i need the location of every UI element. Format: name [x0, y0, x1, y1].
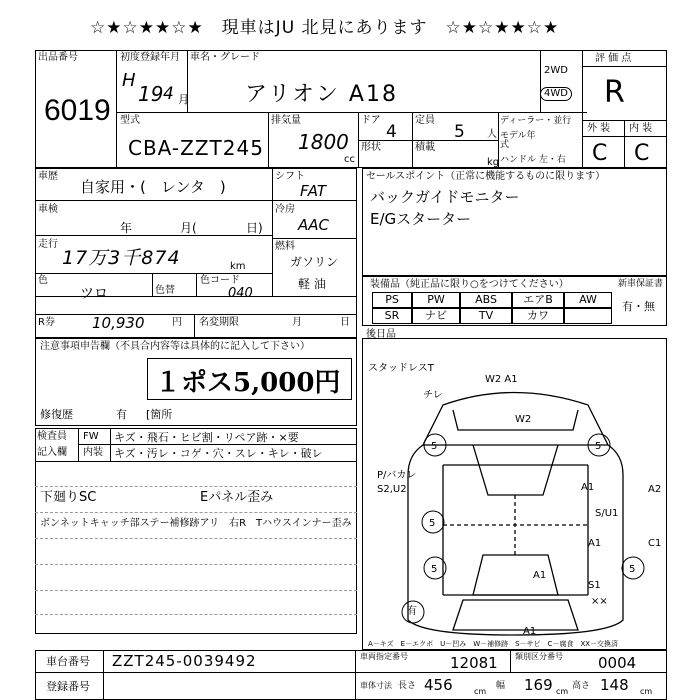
model-value: アリオン A18: [245, 82, 398, 107]
load-unit: kg: [487, 157, 500, 168]
diagram-label-a1c: A1: [533, 570, 547, 581]
checker-label-2: 記入欄: [37, 447, 67, 458]
diagram-note: スタッドレスT: [368, 363, 434, 374]
color-value: ツロ: [80, 286, 108, 302]
history-value: 自家用・( レンタ ): [80, 178, 226, 196]
shape-label: 形状: [361, 142, 381, 153]
mileage-value: 17万3千874: [62, 247, 181, 269]
diagram-legend: A－キズ E－エクボ U－凹み W－補修跡 S－サビ C－腐食 XX－交換済: [368, 640, 619, 648]
doors-label: ドア: [361, 115, 381, 126]
displacement-value: 1800: [298, 130, 349, 154]
diagram-label-a1d: A1: [523, 626, 537, 637]
dims-height: 148: [600, 676, 629, 694]
model-year-label: モデル年式: [500, 131, 536, 150]
interior-label: 内 装: [629, 123, 653, 134]
displacement-unit: cc: [344, 154, 355, 165]
mileage-unit: km: [230, 261, 246, 272]
dealer-label: ディーラー・並行: [500, 116, 572, 126]
inspector-note-1b: Eパネル歪み: [200, 490, 274, 505]
dims-length: 456: [424, 676, 453, 694]
rear-date-label: 後日品: [366, 329, 396, 340]
color-label: 色: [38, 275, 48, 286]
fuel-value2: 軽 油: [298, 277, 326, 291]
name-change-day: 日: [340, 317, 350, 328]
shift-label: シフト: [275, 171, 305, 182]
warranty-label: 新車保証書: [618, 279, 664, 289]
name-change-label: 名変期限: [199, 317, 239, 328]
inspector-note-2: ボンネットキャッチ部ステー補修跡アリ 右R Tハウスインナー歪み: [40, 518, 352, 529]
load-label: 積載: [415, 142, 435, 153]
doors-value: 4: [386, 122, 397, 142]
registration-label: 初度登録年月: [120, 52, 180, 63]
diagram-label-w2: W2: [515, 414, 532, 425]
diagram-label-pbakare: P/バカレ: [377, 470, 417, 481]
registration-year: 19: [138, 82, 164, 106]
repair-has: 有: [116, 408, 127, 421]
fuel-value1: ガソリン: [290, 255, 339, 269]
equip-blank: [564, 308, 612, 324]
inspection-day: 日): [246, 221, 263, 235]
grade-value: R: [604, 75, 625, 110]
car-diagram: [363, 350, 666, 640]
notes-label: 注意事項申告欄（不具合内容等は具体的に記入して下さい）: [40, 341, 310, 352]
diagram-label-5d: 5: [431, 564, 438, 575]
diagram-label-a1a: A1: [581, 482, 595, 493]
equipment-label: 装備品（純正品に限り○をつけてください）: [370, 279, 569, 290]
exterior-value: C: [592, 141, 608, 166]
dims-width-unit: cm: [556, 687, 569, 696]
class-number-value: 0004: [598, 654, 637, 672]
diagram-label-chire: チレ: [423, 390, 443, 401]
diagram-label-c1: C1: [648, 538, 662, 549]
sales-points-label: セールスポイント（正常に機能するものに限ります）: [366, 171, 606, 182]
drive-4wd: 4WD: [540, 87, 572, 101]
checker-fw-items: キズ・飛石・ヒビ割・リペア跡・×要: [114, 431, 299, 444]
aircon-label: 冷房: [275, 204, 295, 215]
checker-interior-label: 内装: [83, 447, 103, 458]
equip-navi: ナビ: [412, 308, 460, 324]
diagram-label-w2a1: W2 A1: [485, 374, 518, 385]
body-type-label: 型式: [120, 115, 140, 126]
sales-point-2: E/Gスターター: [370, 210, 472, 228]
dims-width: 169: [524, 676, 553, 694]
diagram-label-a1b: A1: [588, 538, 602, 549]
diagram-label-s2u2: S2,U2: [377, 484, 407, 495]
warranty-value: 有・無: [622, 300, 655, 313]
spec-number-value: 12081: [450, 654, 498, 672]
registration-month: 4: [163, 84, 174, 104]
diagram-label-5a: 5: [431, 441, 438, 452]
exterior-label: 外 装: [587, 123, 611, 134]
diagram-label-5b: 5: [595, 441, 602, 452]
drive-2wd: 2WD: [544, 65, 568, 76]
capacity-value: 5: [454, 122, 465, 142]
model-label: 車名・グレード: [190, 52, 260, 63]
equip-ps: PS: [372, 292, 412, 308]
dims-label: 車体寸法: [360, 681, 392, 690]
chassis-label: 車台番号: [46, 655, 90, 668]
registration-month-unit: 月: [178, 93, 189, 106]
header-banner: ☆★☆★★☆★ 現車はJU 北見にあります ☆★☆★★☆★: [90, 18, 560, 38]
color-code-value: 040: [228, 286, 253, 301]
sales-point-1: バックガイドモニター: [370, 188, 520, 206]
equip-airbag: エアB: [512, 292, 564, 308]
equip-abs: ABS: [460, 292, 512, 308]
equip-leather: カワ: [512, 308, 564, 324]
recycle-label: R券: [38, 317, 55, 328]
diagram-label-yes: 有: [407, 606, 417, 617]
displacement-label: 排気量: [271, 115, 301, 126]
inspection-month: 月(: [180, 221, 197, 235]
equip-tv: TV: [460, 308, 512, 324]
lot-number: 6019: [44, 94, 111, 127]
steering-label: ハンドル 左・右: [500, 155, 566, 165]
mileage-label: 走行: [38, 239, 58, 250]
color-code-label: 色コード: [200, 275, 240, 286]
inspector-notes-area: [35, 462, 357, 634]
diagram-label-a2: A2: [648, 484, 662, 495]
diagram-label-s1: S1: [588, 580, 601, 591]
dims-height-unit: cm: [640, 687, 653, 696]
recycle-unit: 円: [172, 317, 182, 328]
capacity-label: 定員: [415, 115, 435, 126]
checker-interior-items: キズ・汚レ・コゲ・穴・スレ・キレ・破レ: [114, 447, 323, 460]
name-change-month: 月: [292, 317, 302, 328]
checker-fw-label: FW: [83, 431, 99, 442]
reg-number-label: 登録番号: [46, 680, 90, 693]
spec-number-label: 車両指定番号: [360, 652, 408, 661]
car-trunk: [453, 600, 578, 630]
capacity-unit: 人: [487, 129, 497, 140]
history-label: 車歴: [38, 171, 58, 182]
diagram-label-5e: 5: [629, 564, 636, 575]
equip-aw: AW: [564, 292, 612, 308]
checker-label-1: 検査員: [37, 431, 67, 442]
lot-label: 出品番号: [38, 52, 78, 63]
inspector-note-1: 下廻りSC: [40, 490, 97, 505]
registration-era: H: [122, 70, 136, 91]
dims-length-unit: cm: [474, 687, 487, 696]
diagram-label-5c: 5: [429, 518, 436, 529]
class-number-label: 類別区分番号: [515, 652, 563, 661]
equip-sr: SR: [372, 308, 412, 324]
inspection-year: 年: [120, 221, 133, 235]
body-type-value: CBA-ZZT245: [128, 136, 264, 160]
dims-height-label: 高さ: [572, 681, 591, 691]
diagram-label-xx: ××: [591, 596, 608, 607]
chassis-value: ZZT245-0039492: [112, 652, 257, 670]
inspection-label: 車検: [38, 204, 58, 215]
diagram-label-su1: S/U1: [595, 508, 619, 519]
recolor-label: 色替: [155, 285, 175, 296]
notes-value: １ポス5,000円: [155, 368, 341, 398]
grade-label: 評 価 点: [595, 53, 632, 64]
aircon-value: AAC: [298, 216, 329, 234]
shift-value: FAT: [300, 182, 327, 200]
repair-label: 修復歴: [40, 408, 73, 421]
repair-location: [箇所: [146, 408, 173, 421]
recycle-value: 10,930: [92, 314, 145, 332]
dims-width-label: 幅: [496, 681, 506, 691]
car-windshield: [473, 445, 558, 495]
interior-value: C: [634, 141, 650, 166]
dims-length-label: 長さ: [398, 681, 417, 691]
equip-pw: PW: [412, 292, 460, 308]
fuel-label: 燃料: [275, 241, 295, 252]
